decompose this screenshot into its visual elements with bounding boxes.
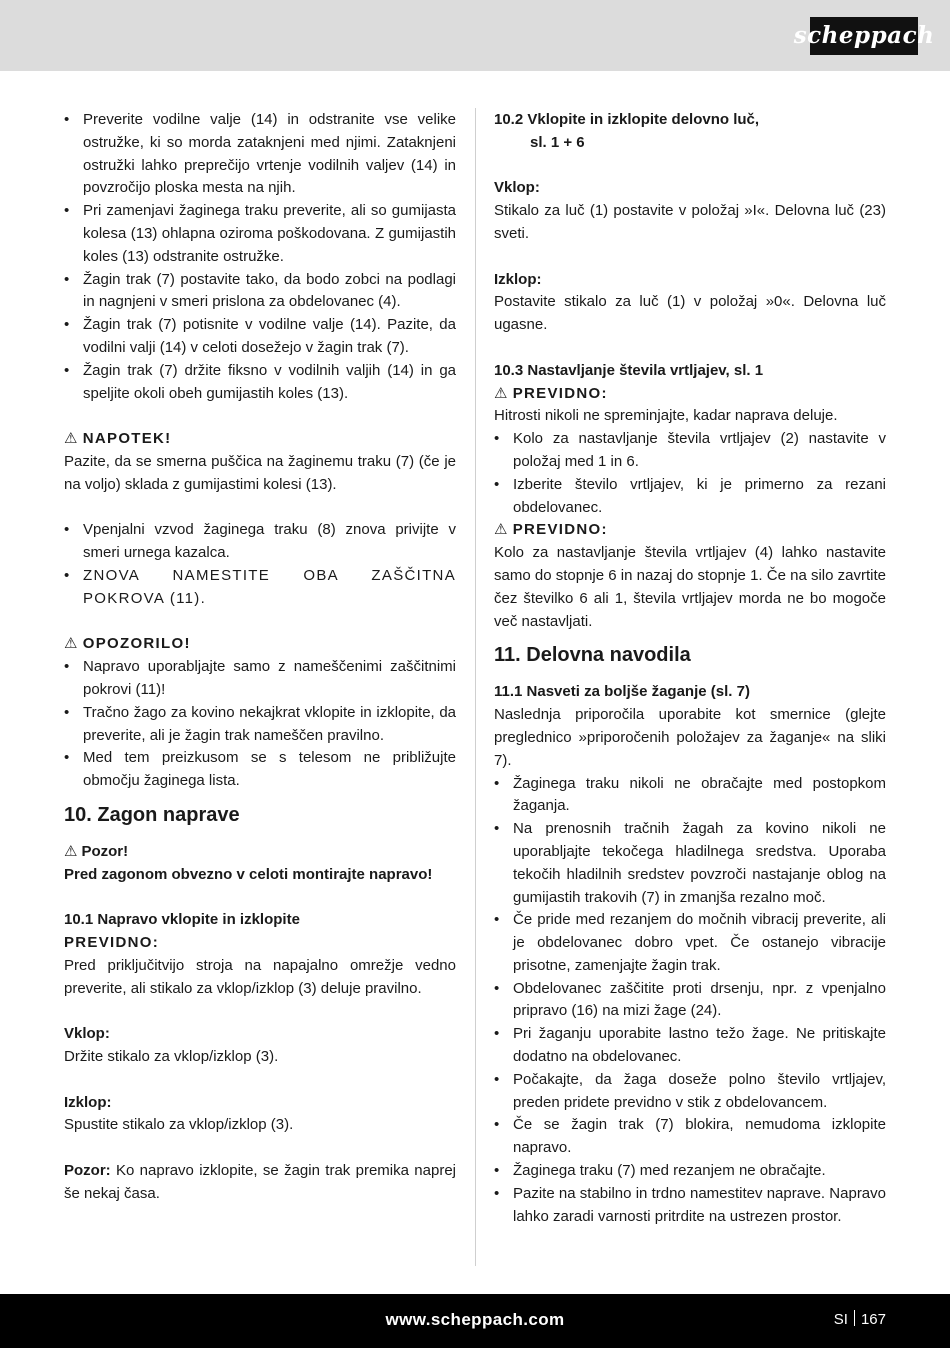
final-note-label: Pozor: [64,1162,111,1180]
vklop-text: Držite stikalo za vklop/izklop (3). [64,1048,279,1066]
list-item: • Vpenjalni vzvod žaginega traku (8) znova privijte v smeri urnega kazalca. [64,519,456,565]
footer-bar [0,1294,950,1348]
section-11-heading: 11. Delovna navodila [494,644,691,667]
warning-triangle-icon: ⚠ [494,521,509,539]
previdno-label: PREVIDNO: [64,934,160,952]
list-item: • Žagin trak (7) postavite tako, da bodo zobci na podlagi in nagnjeni v smeri prislona za obdelovanec (4). [64,269,456,315]
list-item: • Žagin trak (7) držite fiksno v vodilnih valjih (14) in ga speljite okoli obeh gumijastih koles (13). [64,360,456,406]
bullet-list-speed [494,428,886,519]
section-10-heading: 10. Zagon naprave [64,803,240,826]
opozorilo-heading: ⚠ OPOZORILO! [64,635,191,653]
list-item: • Na prenosnih tračnih žagah za kovino nikoli ne uporabljajte tekočega hladilnega sredstva. Uporaba tekočih hladilnih sredstev povzroči nastajanje oblog na gumijastih trakovih (7) in zmanjša rezalno moč. [494,818,886,909]
section-11-1-text: Naslednja priporočila uporabite kot smernice (glejte preglednico »priporočenih položajev za žaganje« na sliki 7). [494,706,886,769]
list-item: • Pri zamenjavi žaginega traku preverite, ali so gumijasta kolesa (13) ohlapna oziroma poškodovana. Z gumijastih koles (13) odstranite ostružke. [64,200,456,268]
izklop-label: Izklop: [64,1093,112,1111]
previdno-text: Hitrosti nikoli ne spreminjajte, kadar naprava deluje. [494,407,838,425]
izklop-text: Postavite stikalo za luč (1) v položaj »0«. Delovna luč ugasne. [494,293,886,334]
pozor-heading: ⚠ Pozor! [64,842,129,860]
bullet-list-tips [494,773,886,1229]
pozor-text: Pred zagonom obvezno v celoti montirajte napravo! [64,865,433,883]
list-item: • ZNOVA NAMESTITE OBA ZAŠČITNA POKROVA (11). [64,565,456,611]
napotek-text: Pazite, da se smerna puščica na žaginemu traku (7) (če je na voljo) sklada z gumijastimi kolesi (13). [64,452,456,493]
language-code: SI [833,1311,848,1328]
list-item: • Napravo uporabljajte samo z nameščenimi zaščitnimi pokrovi (11)! [64,656,456,702]
section-10-2-heading: 10.2 Vklopite in izklopite delovno luč, [494,111,760,128]
warning-triangle-icon: ⚠ [64,842,78,860]
previdno-heading: ⚠ PREVIDNO: [494,384,608,402]
footer-website-link[interactable]: www.scheppach.com [385,1310,565,1329]
page-number [834,1309,886,1331]
list-item: • Žagin trak (7) potisnite v vodilne valje (14). Pazite, da vodilni valji (14) v celoti dosežejo v žagin trak (7). [64,314,456,360]
list-item: • Če pride med rezanjem do močnih vibracij preverite, ali je obdelovanec dobro vpet. Če ostanejo vibracije prisotne, zamenjajte žagin trak. [494,909,886,977]
right-column [494,109,886,1228]
bullet-list-3 [64,656,456,793]
section-10-3-heading: 10.3 Nastavljanje števila vrtljajev, sl. 1 [494,361,764,379]
list-item: • Izberite število vrtljajev, ki je primerno za rezani obdelovanec. [494,474,886,520]
vklop-label: Vklop: [494,179,540,197]
list-item: • Počakajte, da žaga doseže polno število vrtljajev, preden pridete previdno v stik z obdelovancem. [494,1069,886,1115]
list-item: • Med tem preizkusom se s telesom ne približujte območju žaginega lista. [64,747,456,793]
section-10-2-subheading: sl. 1 + 6 [530,133,585,151]
izklop-text: Spustite stikalo za vklop/izklop (3). [64,1116,294,1134]
list-item: • Obdelovanec zaščitite proti drsenju, npr. z vpenjalno pripravo (16) na mizi žage (24). [494,978,886,1024]
list-item: • Žaginega traku (7) med rezanjem ne obračajte. [494,1160,886,1183]
final-note-text: Ko napravo izklopite, se žagin trak premika naprej še nekaj časa. [64,1162,456,1202]
list-item: • Če se žagin trak (7) blokira, nemudoma izklopite napravo. [494,1114,886,1160]
bullet-list-1 [64,109,456,405]
warning-triangle-icon: ⚠ [494,384,509,402]
vklop-text: Stikalo za luč (1) postavite v položaj »I«. Delovna luč (23) sveti. [494,202,886,242]
list-item: • Preverite vodilne valje (14) in odstranite vse velike ostružke, ki so morda zataknjeni med njimi. Zataknjeni ostružki lahko preprečijo vrtenje vodilnih valjev (14) in povzročijo ploska mesta na njih. [64,109,456,200]
list-item: • Pri žaganju uporabite lastno težo žage. Ne pritiskajte dodatno na obdelovanec. [494,1023,886,1069]
warning-triangle-icon: ⚠ [64,635,79,653]
list-item: • Kolo za nastavljanje števila vrtljajev (2) nastavite v položaj med 1 in 6. [494,428,886,474]
section-10-1-heading: 10.1 Napravo vklopite in izklopite [64,911,300,929]
final-note [64,1160,456,1206]
vklop-label: Vklop: [64,1025,110,1043]
brand-logo: scheppach [810,17,918,55]
page-number-value: 167 [860,1311,886,1328]
list-item: • Tračno žago za kovino nekajkrat vklopite in izklopite, da preverite, ali je žagin trak nameščen pravilno. [64,702,456,748]
previdno-text: Kolo za nastavljanje števila vrtljajev (4) lahko nastavite samo do stopnje 6 in nazaj do stopnje 1. Če na silo zavrtite čez številko 6 ali 1, števila vrtljajev morda ne bo mogoče več nastavljati. [494,544,886,630]
previdno-heading: ⚠ PREVIDNO: [494,521,608,539]
napotek-heading: ⚠ NAPOTEK! [64,430,172,448]
izklop-label: Izklop: [494,270,542,288]
page-separator [854,1310,855,1326]
column-divider [475,108,476,1266]
bullet-list-2 [64,519,456,610]
section-10-1-text: Pred priključitvijo stroja na napajalno omrežje vedno preverite, ali stikalo za vklop/izklop (3) deluje pravilno. [64,956,456,997]
left-column [64,109,456,1206]
section-11-1-heading: 11.1 Nasveti za boljše žaganje (sl. 7) [494,683,750,701]
list-item: • Žaginega traku nikoli ne obračajte med postopkom žaganja. [494,773,886,819]
list-item: • Pazite na stabilno in trdno namestitev naprave. Napravo lahko zaradi varnosti pritrdite na ustrezen prostor. [494,1183,886,1229]
warning-triangle-icon: ⚠ [64,430,79,448]
